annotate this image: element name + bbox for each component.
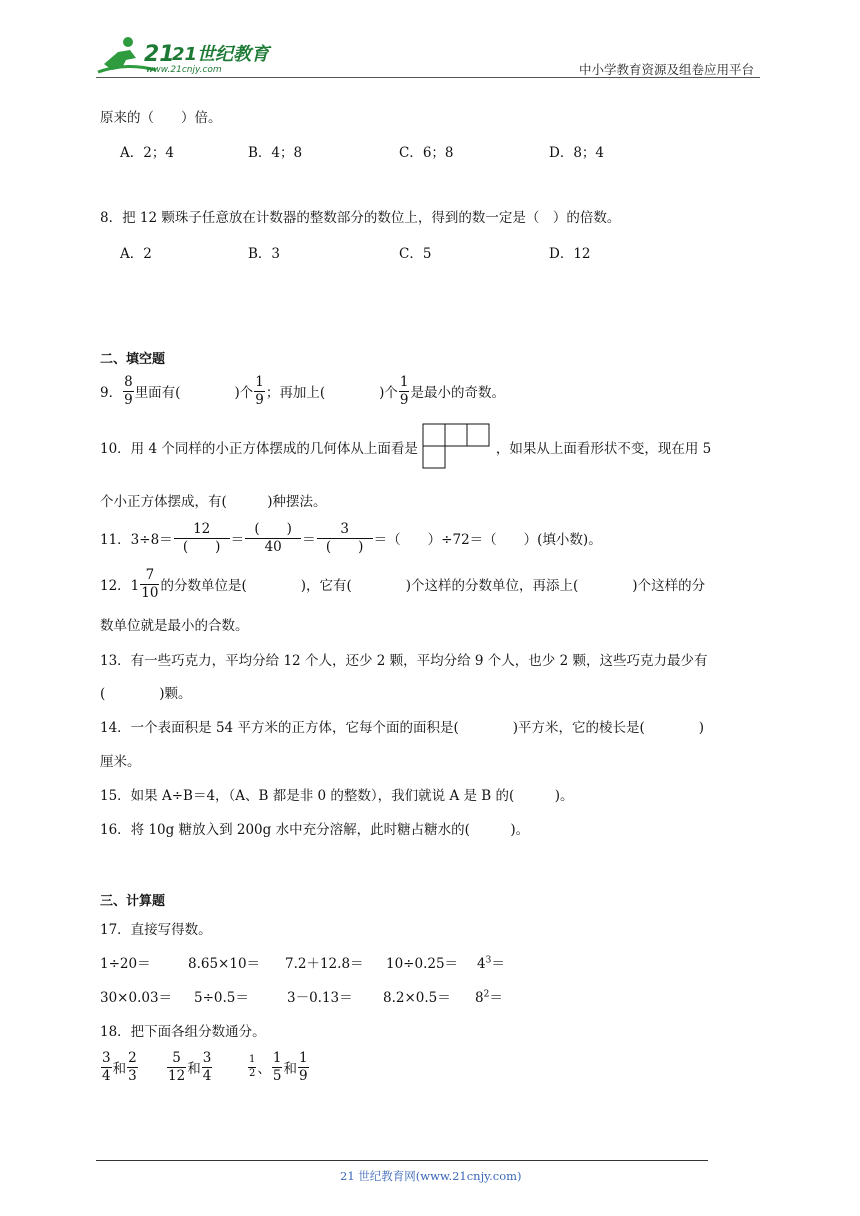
q11-text-1: 11．3÷8＝ <box>100 532 173 548</box>
q9-text-1: 里面有( )个 <box>134 385 254 401</box>
q18-group-1: $\frac{3}{4}$ 和 $\frac{2}{3}$ <box>102 1050 137 1084</box>
site-logo <box>96 34 270 78</box>
q12-line-1 <box>100 566 705 602</box>
q8-option-d: D．12 <box>549 246 591 262</box>
header-divider <box>96 77 760 78</box>
q17-row2-item4: 8.2×0.5＝ <box>383 990 451 1006</box>
q12-text-1: 的分数单位是( )，它有( )个这样的分数单位，再添上( )个这样的分 <box>160 578 706 594</box>
logo-text: 21世纪教育 <box>172 44 270 65</box>
q7-option-c: C．6；8 <box>399 145 454 161</box>
q11-eq-1: ＝ <box>230 532 245 548</box>
section-calc-title: 三、计算题 <box>100 894 166 909</box>
q10-line-1 <box>100 422 711 472</box>
q18-title: 18．把下面各组分数通分。 <box>100 1024 266 1040</box>
q8-option-c: C．5 <box>399 246 432 262</box>
q9-text-3: 是最小的奇数。 <box>410 385 505 401</box>
q9-number: 9． <box>100 385 123 401</box>
q7-option-d: D．8；4 <box>549 145 605 161</box>
q17-row2-item1: 30×0.03＝ <box>100 990 173 1006</box>
q12-text-2: 数单位就是最小的合数。 <box>100 618 249 634</box>
q17-row2-item3: 3－0.13＝ <box>287 990 353 1006</box>
q17-row2-item5: $8^2=$ <box>475 989 503 1006</box>
section-fill-blank-title: 二、填空题 <box>100 352 166 367</box>
q17-row2-item2: 5÷0.5＝ <box>194 990 249 1006</box>
q12-fraction: $\frac{7}{10}$ <box>141 567 159 601</box>
q12-text-0: 12．1 <box>100 578 140 594</box>
q17-row1-item3: 7.2＋12.8＝ <box>285 956 364 972</box>
q9-fraction-2: $\frac{1}{9}$ <box>255 374 264 408</box>
q18-group-2: $\frac{5}{12}$ 和 $\frac{3}{4}$ <box>168 1050 212 1084</box>
q11-text-2: ＝（ ）÷72＝（ ）(填小数)。 <box>373 532 602 548</box>
q14-text-2: 厘米。 <box>100 754 141 770</box>
q9 <box>100 376 505 406</box>
q16-text: 16．将 10g 糖放入到 200g 水中充分溶解，此时糖占糖水的( )。 <box>100 822 530 838</box>
q17-title: 17．直接写得数。 <box>100 922 212 938</box>
q9-text-2: ；再加上( )个 <box>265 385 398 401</box>
q10-text-2: ，如果从上面看形状不变，现在用 5 <box>495 441 712 457</box>
q8-option-a: A．2 <box>120 246 152 262</box>
logo-url: www.21cnjy.com <box>146 65 222 75</box>
q11-fraction-2: $\frac{( )}{40}$ <box>245 522 301 553</box>
svg-text:21: 21 <box>144 42 175 67</box>
q18-group-3: $\frac{1}{2}$ 、 $\frac{1}{5}$ 和 $\frac{1}{9}$ <box>249 1050 308 1084</box>
q17-row1-item1: 1÷20＝ <box>100 956 151 972</box>
q13-text-2: ( )颗。 <box>100 686 192 702</box>
q14-text-1: 14．一个表面积是 54 平方米的正方体，它每个面的面积是( )平方米，它的棱长是( ) <box>100 720 705 736</box>
q7-option-a: A．2；4 <box>120 145 174 161</box>
q9-fraction-3: $\frac{1}{9}$ <box>399 374 409 408</box>
q10-text-1: 10．用 4 个同样的小正方体摆成的几何体从上面看是 <box>100 441 418 457</box>
q7-option-b: B．4；8 <box>248 145 303 161</box>
q8-option-b: B．3 <box>248 246 281 262</box>
footer-link[interactable]: 21 世纪教育网(www.21cnjy.com) <box>340 1169 522 1183</box>
q17-row1-item5: $4^3=$ <box>477 955 505 972</box>
q11-fraction-3: $\frac{3}{( )}$ <box>317 522 373 553</box>
q7-tail: 原来的（ ）倍。 <box>100 110 222 126</box>
footer-divider <box>96 1160 708 1161</box>
q10-text-3: 个小正方体摆成，有( )种摆法。 <box>100 494 327 510</box>
q9-fraction-1: $\frac{8}{9}$ <box>124 374 133 408</box>
platform-name: 中小学教育资源及组卷应用平台 <box>578 62 754 77</box>
q11 <box>100 520 602 556</box>
q17-row1-item4: 10÷0.25＝ <box>386 956 459 972</box>
top-view-figure-icon <box>422 423 492 471</box>
q17-row1-item2: 8.65×10＝ <box>188 956 261 972</box>
q11-fraction-1: $\frac{12}{( )}$ <box>174 522 230 553</box>
q15-text: 15．如果 A÷B＝4，（A、B 都是非 0 的整数），我们就说 A 是 B 的( )。 <box>100 788 574 804</box>
q13-text-1: 13．有一些巧克力，平均分给 12 个人，还少 2 颗，平均分给 9 个人，也少 2 颗，这些巧克力最少有 <box>100 653 708 669</box>
q8-text: 8．把 12 颗珠子任意放在计数器的整数部分的数位上，得到的数一定是（ ）的倍数。 <box>100 210 621 226</box>
q11-eq-2: ＝ <box>302 532 316 548</box>
